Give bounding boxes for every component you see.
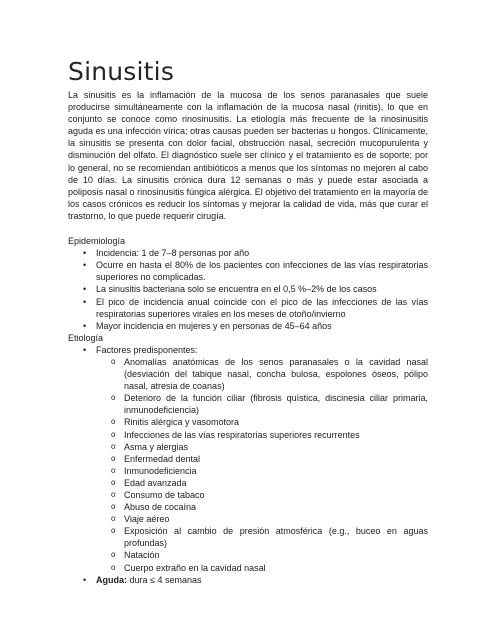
etiology-heading: Etiología <box>68 332 104 343</box>
list-item: • El pico de incidencia anual coincide con el pico de las infecciones de las vías respiratorias superiores virales en los meses de otoño/invierno <box>96 296 428 320</box>
sub-list-item: o Infecciones de las vías respiratorias superiores recurrentes <box>124 429 428 441</box>
list-item: • Incidencia: 1 de 7–8 personas por año <box>96 247 428 259</box>
epidemiology-heading: Epidemiología <box>68 236 126 247</box>
sub-list-item: o Viaje aéreo <box>124 513 428 525</box>
sub-list-item: o Inmunodeficiencia <box>124 465 428 477</box>
predisposing-factors-list <box>96 356 428 574</box>
etiology-list <box>68 344 428 586</box>
sub-list-item: o Asma y alergias <box>124 441 428 453</box>
list-item: • Mayor incidencia en mujeres y en personas de 45–64 años <box>96 320 428 332</box>
sub-list-item: o Rinitis alérgica y vasomotora <box>124 416 428 428</box>
sub-list-item: o Deterioro de la función ciliar (fibrosis quística, discinesia ciliar primaria, inmunodeficiencia) <box>124 392 428 416</box>
list-item: • La sinusitis bacteriana solo se encuentra en el 0,5 %–2% de los casos <box>96 283 428 295</box>
acute-value: dura ≤ 4 semanas <box>127 574 202 585</box>
epidemiology-list <box>68 247 428 332</box>
sub-list-item: o Natación <box>124 549 428 561</box>
predisposing-label: Factores predisponentes: <box>96 344 198 355</box>
sub-list-item: o Exposición al cambio de presión atmosférica (e.g., buceo en aguas profundas) <box>124 525 428 549</box>
sub-list-item: o Cuerpo extraño en la cavidad nasal <box>124 562 428 574</box>
intro-paragraph: La sinusitis es la inflamación de la mucosa de los senos paranasales que suele producirse simultáneamente con la inflamación de la mucosa nasal (rinitis), lo que en conjunto se conoce como rinosinusitis. La etiología más frecuente de la rinosinusitis aguda es una infección vírica; otras causas pueden ser bacterias u hongos. Clínicamente, la sinusitis se presenta con dolor facial, obstrucción nasal, secreción mucopurulenta y disminución del olfato. El diagnóstico suele ser clínico y el tratamiento es de soporte; por lo general, no se recomiendan antibióticos a menos que los síntomas no mejoren al cabo de 10 días. La sinusitis crónica dura 12 semanas o más y puede estar asociada a poliposis nasal o rinosinusitis fúngica alérgica. El objetivo del tratamiento en la mayoría de los casos crónicos es reducir los síntomas y mejorar la calidad de vida, más que curar el trastorno, lo que puede requerir cirugía. <box>68 90 428 221</box>
sub-list-item: o Enfermedad dental <box>124 453 428 465</box>
sub-list-item: o Edad avanzada <box>124 477 428 489</box>
list-item-predisposing <box>96 344 428 574</box>
sub-list-item: o Consumo de tabaco <box>124 489 428 501</box>
sub-list-item: o Anomalías anatómicas de los senos paranasales o la cavidad nasal (desviación del tabique nasal, concha bulosa, espolones óseos, pólipo nasal, atresia de coanas) <box>124 356 428 392</box>
acute-label: Aguda: <box>96 574 127 585</box>
list-item: • Ocurre en hasta el 80% de los pacientes con infecciones de las vías respiratorias superiores no complicadas. <box>96 259 428 283</box>
page-title: Sinusitis <box>68 57 175 86</box>
list-item-acute <box>96 574 428 586</box>
document-body <box>68 89 428 586</box>
sub-list-item: o Abuso de cocaína <box>124 501 428 513</box>
